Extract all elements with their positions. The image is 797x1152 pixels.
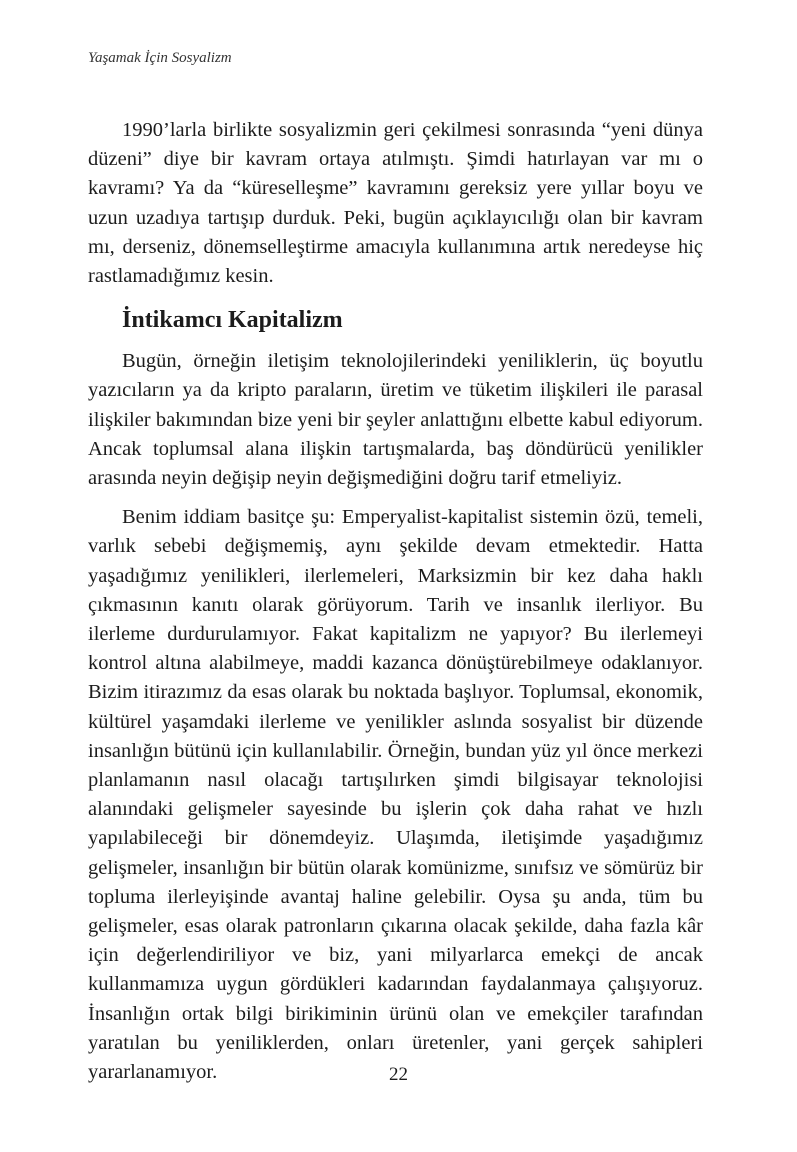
body-paragraph-1: Bugün, örneğin iletişim teknolojilerindeki yeniliklerin, üç boyutlu yazıcıların ya da kripto paraların, üretim ve tüketim ilişkileri ile parasal ilişkiler bakımından bize yeni bir şeyler anlattığını elbette kabul ediyorum. Ancak toplumsal alana ilişkin tartışmalarda, baş döndürücü yenilikler arasında neyin değişip neyin değişmediğini doğru tarif etmeliyiz. bbox=[88, 350, 703, 490]
page-body bbox=[88, 116, 703, 1087]
section-heading: İntikamcı Kapitalizm bbox=[122, 307, 343, 334]
intro-paragraph: 1990’larla birlikte sosyalizmin geri çekilmesi sonrasında “yeni dünya düzeni” diye bir kavram ortaya atılmıştı. Şimdi hatırlayan var mı o kavramı? Ya da “küreselleşme” kavramını gereksiz yere yıllar boyu ve uzun uzadıya tartışıp durduk. Peki, bugün açıklayıcılığı olan bir kavram mı, derseniz, dönemselleştirme amacıyla kullanımına artık neredeyse hiç rastlamadığımız kesin. bbox=[88, 119, 703, 288]
page-number: 22 bbox=[389, 1064, 408, 1085]
running-header: Yaşamak İçin Sosyalizm bbox=[88, 50, 232, 66]
body-paragraph-2: Benim iddiam basitçe şu: Emperyalist-kapitalist sistemin özü, temeli, varlık sebebi değişmemiş, aynı şekilde devam etmektedir. Hatta yaşadığımız yenilikleri, ilerlemeleri, Marksizmin bir kez daha haklı çıkmasının kanıtı olarak görüyorum. Tarih ve insanlık ilerliyor. Bu ilerleme durdurulamıyor. Fakat kapitalizm ne yapıyor? Bu ilerlemeyi kontrol altına alabilmeye, maddi kazanca dönüştürebilmeye odaklanıyor. Bizim itirazımız da esas olarak bu noktada başlıyor. Toplumsal, ekonomik, kültürel yaşamdaki ilerleme ve yenilikler aslında sosyalist bir düzende insanlığın bütünü için kullanılabilir. Örneğin, bundan yüz yıl önce merkezi planlamanın nasıl olacağı tartışılırken şimdi bilgisayar teknolojisi alanındaki gelişmeler sayesinde bu işlerin çok daha rahat ve hızlı yapılabileceği bir dönemdeyiz. Ulaşımda, iletişimde yaşadığımız gelişmeler, insanlığın bir bütün olarak komünizme, sınıfsız ve sömürüz bir topluma ilerleyişinde avantaj haline gelebilir. Oysa şu anda, tüm bu gelişmeler, esas olarak patronların çıkarına olacak şekilde, daha fazla kâr için değerlendiriliyor ve biz, yani milyarlarca emekçi de ancak kullanmamıza uygun gördükleri kadarından faydalanmaya çalışıyoruz. İnsanlığın ortak bilgi birikiminin ürünü olan ve emekçiler tarafından yaratılan bu yeniliklerden, onları üretenler, yani gerçek sahipleri yararlanamıyor. bbox=[88, 506, 703, 1084]
